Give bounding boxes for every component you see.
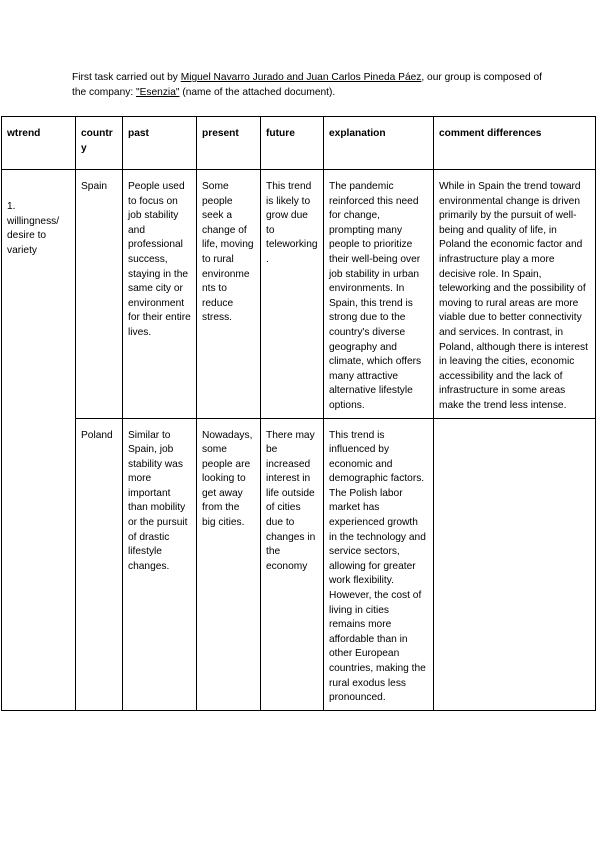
intro-text-middle: , our group is composed of the company: (72, 72, 543, 98)
past-cell: Similar to Spain, job stability was more important than mobility or the pursuit of drastic lifestyle changes. (123, 418, 197, 710)
intro-paragraph (72, 70, 542, 100)
header-wtrend: wtrend (2, 117, 76, 170)
past-cell: People used to focus on job stability and professional success, staying in the same city or environment for their entire lives. (123, 170, 197, 419)
explanation-cell: This trend is influenced by economic and demographic factors. The Polish labor market has experienced growth in the technology and service sectors, allowing for greater work flexibility. However, the cost of living in cities remains more affordable than in other European countries, making the rural exodus less pronounced. (324, 418, 434, 710)
table-row (2, 418, 596, 710)
future-cell: This trend is likely to grow due to teleworking. (261, 170, 324, 419)
header-past: past (123, 117, 197, 170)
header-future: future (261, 117, 324, 170)
comment-differences-cell: While in Spain the trend toward environmental change is driven primarily by the pursuit of well-being and quality of life, in Poland the economic factor and infrastructure play a more decisive role. In Spain, teleworking and the possibility of moving to rural areas are more viable due to better connectivity and services. In contrast, in Poland, although there is interest in leaving the cities, economic accessibility and the lack of infrastructure in some areas make the trend less intense. (434, 170, 596, 419)
country-cell: Spain (76, 170, 123, 419)
table-header-row (2, 117, 596, 170)
present-cell: Nowadays, some people are looking to get away from the big cities. (197, 418, 261, 710)
explanation-cell: The pandemic reinforced this need for change, prompting many people to prioritize their well-being over job stability in urban environments. In Spain, this trend is strong due to the country's diverse geography and climate, which offers many attractive alternative lifestyle options. (324, 170, 434, 419)
table-row (2, 170, 596, 419)
header-explanation: explanation (324, 117, 434, 170)
header-comment-differences: comment differences (434, 117, 596, 170)
future-cell: There may be increased interest in life outside of cities due to changes in the economy (261, 418, 324, 710)
country-cell: Poland (76, 418, 123, 710)
company-link[interactable]: "Esenzia" (136, 87, 180, 98)
intro-text-after: (name of the attached document). (179, 87, 336, 98)
intro-text-before: First task carried out by (72, 72, 181, 83)
authors-link[interactable]: Miguel Navarro Jurado and Juan Carlos Pineda Páez (180, 72, 422, 83)
header-present: present (197, 117, 261, 170)
trend-label-cell: 1. willingness/ desire to variety (2, 170, 76, 711)
present-cell: Some people seek a change of life, moving to rural environments to reduce stress. (197, 170, 261, 419)
trend-table (1, 116, 596, 711)
header-country: country (76, 117, 123, 170)
empty-comment-cell (434, 418, 596, 710)
